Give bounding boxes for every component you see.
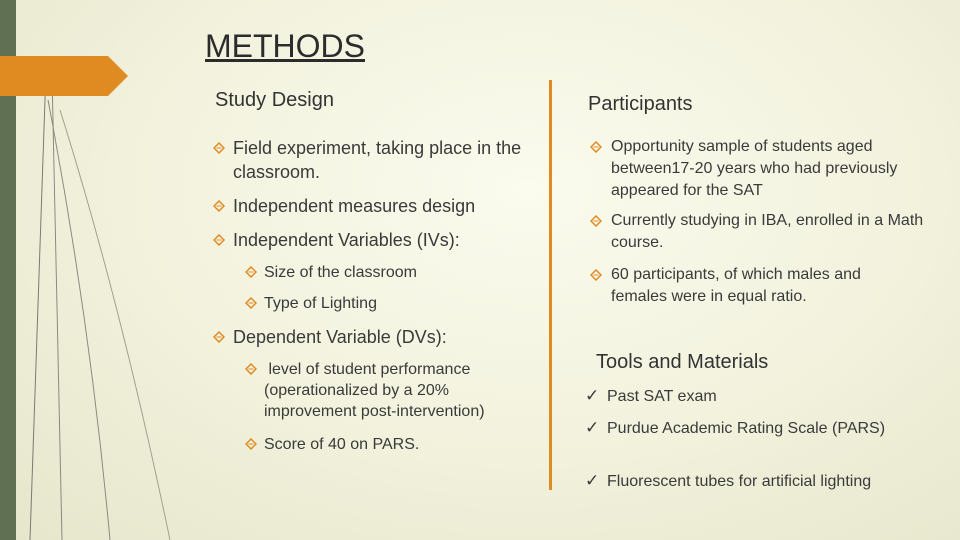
- diamond-bullet-icon: [213, 331, 225, 343]
- diamond-bullet-icon: [213, 142, 225, 154]
- check-icon: ✓: [585, 386, 600, 405]
- diamond-bullet-icon: [590, 269, 602, 281]
- participants-item-2: Currently studying in IBA, enrolled in a Math course.: [611, 212, 924, 251]
- study-design-item-3: Independent Variables (IVs):: [233, 230, 460, 250]
- diamond-bullet-icon: [245, 266, 257, 278]
- column-divider: [549, 80, 552, 490]
- tools-item-2: Purdue Academic Rating Scale (PARS): [607, 420, 886, 437]
- participants-item-3: 60 participants, of which males and females were in equal ratio.: [611, 266, 861, 305]
- study-design-item-1: Field experiment, taking place in the classroom.: [233, 138, 522, 182]
- diamond-bullet-icon: [590, 215, 602, 227]
- tools-item-3: Fluorescent tubes for artificial lighting: [607, 473, 872, 490]
- study-design-heading: Study Design: [215, 89, 334, 111]
- page-title: METHODS: [205, 28, 365, 64]
- dv-subitem-2: Score of 40 on PARS.: [264, 436, 420, 453]
- iv-subitem-2: Type of Lighting: [264, 295, 377, 312]
- tools-heading: Tools and Materials: [596, 351, 769, 373]
- tools-item-1: Past SAT exam: [607, 388, 717, 405]
- diamond-bullet-icon: [245, 438, 257, 450]
- participants-item-1: Opportunity sample of students aged between17-20 years who had previously appeared for the SAT: [611, 138, 898, 199]
- study-design-item-4: Dependent Variable (DVs):: [233, 327, 447, 347]
- diamond-bullet-icon: [213, 234, 225, 246]
- diamond-bullet-icon: [213, 200, 225, 212]
- study-design-item-2: Independent measures design: [233, 196, 476, 216]
- diamond-bullet-icon: [590, 141, 602, 153]
- diamond-bullet-icon: [245, 297, 257, 309]
- check-icon: ✓: [585, 418, 600, 437]
- check-icon: ✓: [585, 471, 600, 490]
- title-tab-shape: [0, 56, 128, 96]
- iv-subitem-1: Size of the classroom: [264, 264, 417, 281]
- participants-heading: Participants: [588, 93, 693, 115]
- diamond-bullet-icon: [245, 363, 257, 375]
- dv-subitem-1: level of student performance (operationalized by a 20% improvement post-intervention): [264, 361, 485, 420]
